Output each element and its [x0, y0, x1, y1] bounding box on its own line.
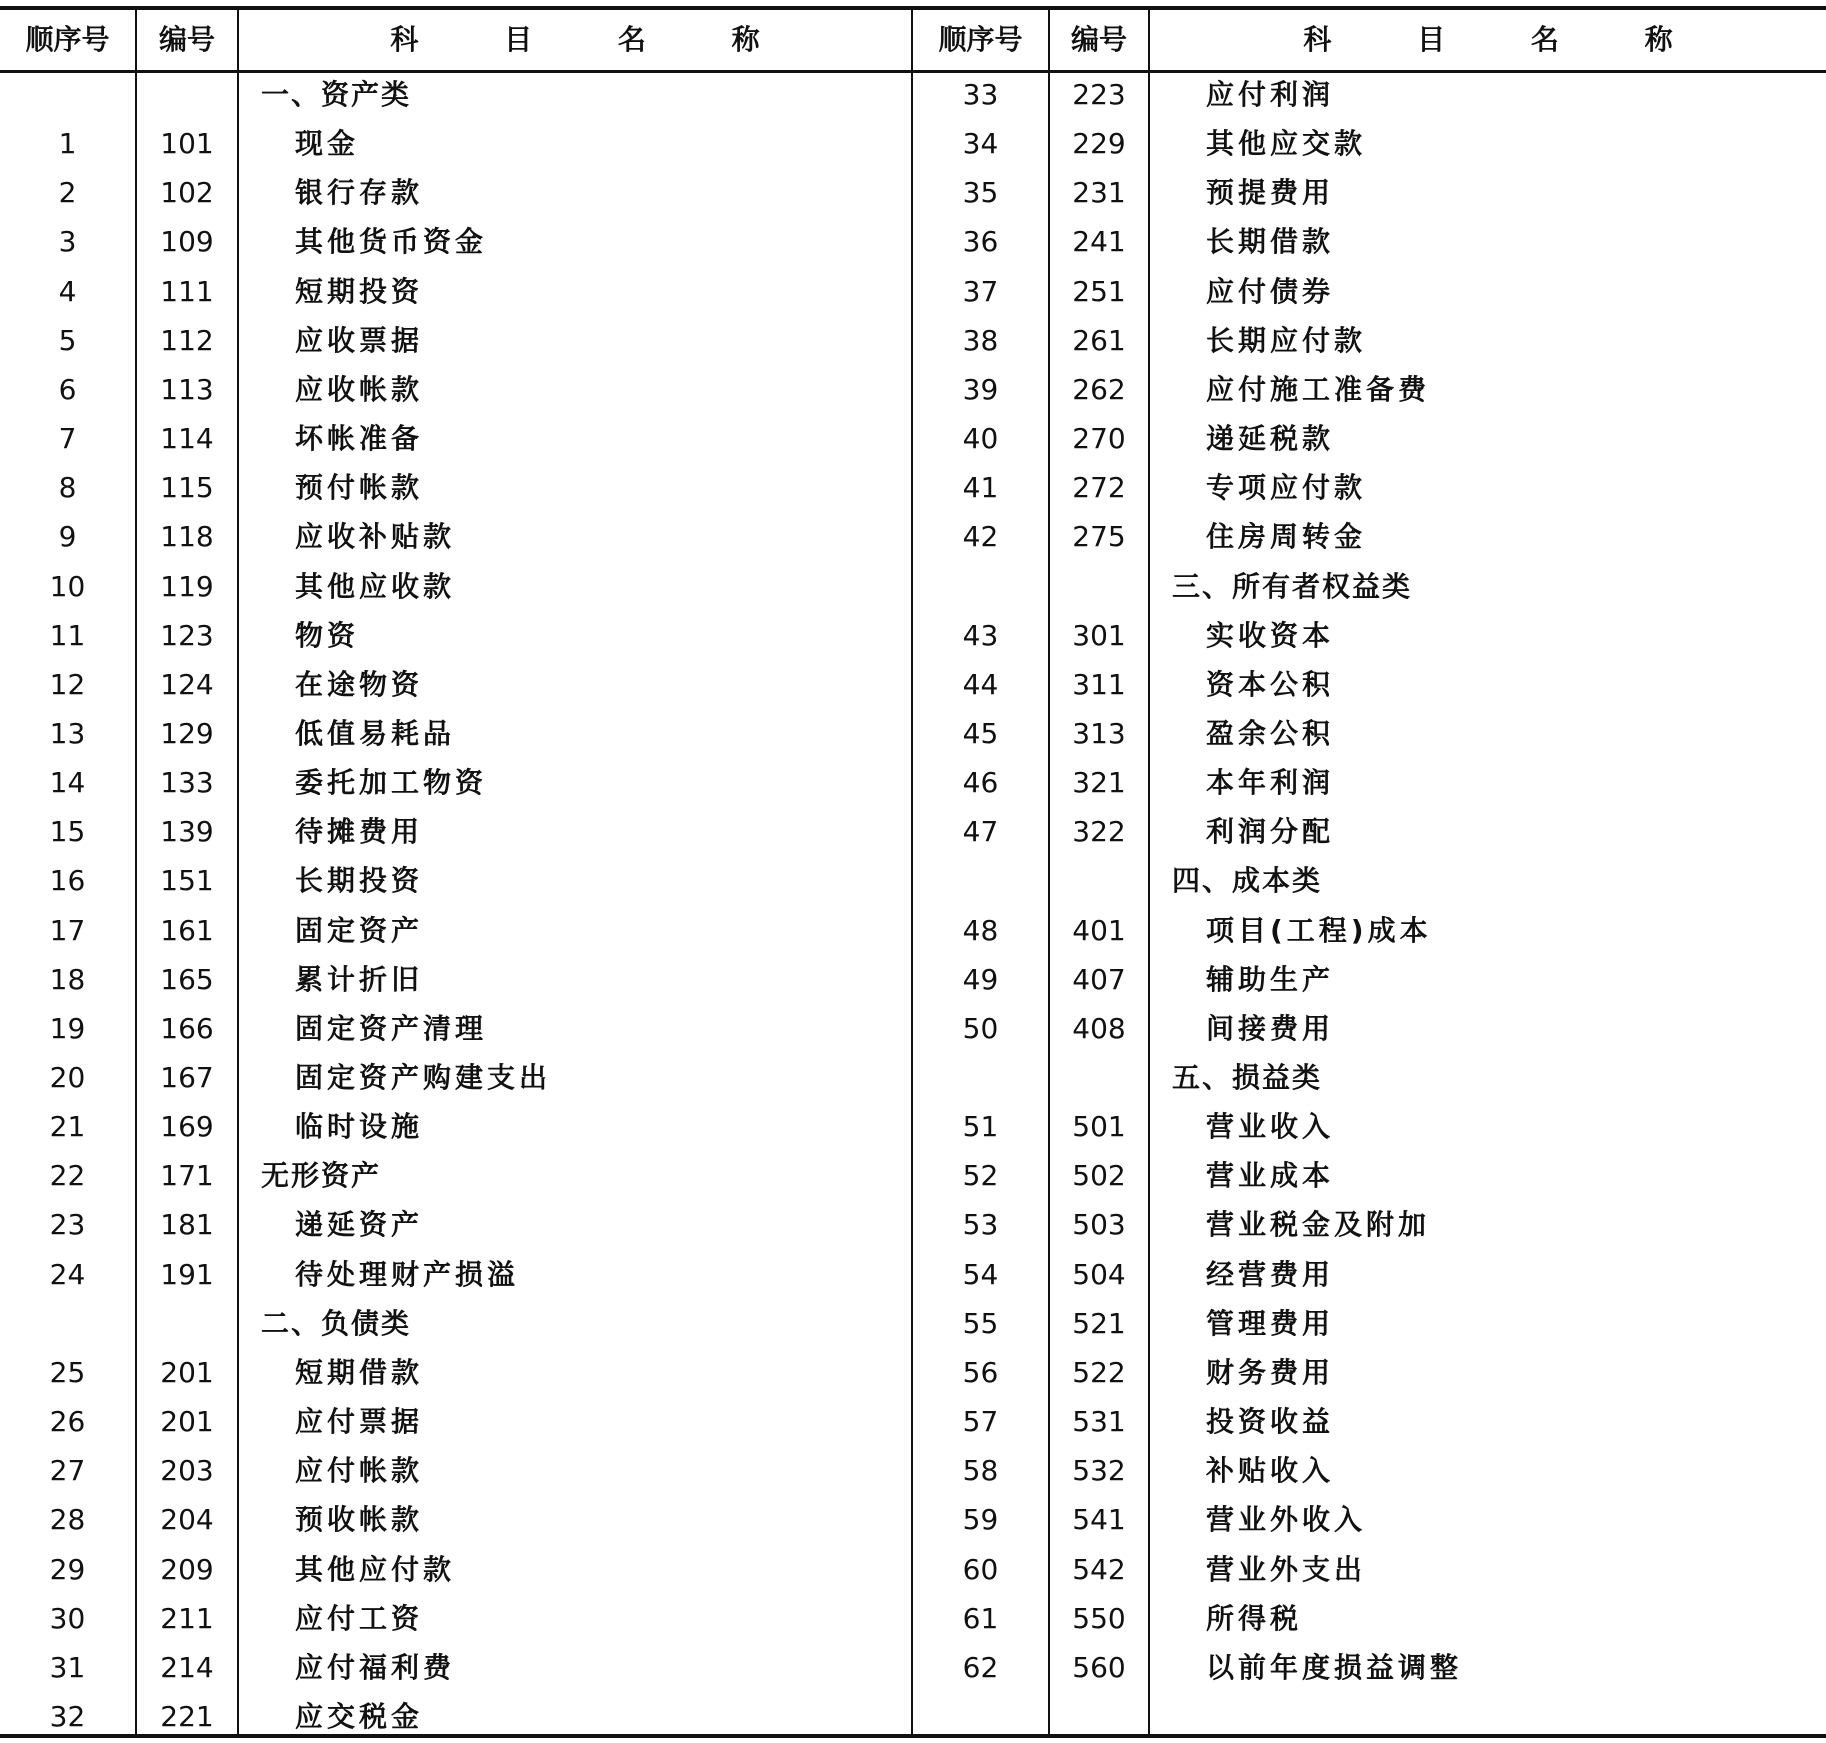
row-account-code: 203: [160, 1454, 214, 1488]
row-seq-number: 15: [49, 815, 86, 849]
column-divider: [1148, 6, 1150, 1738]
header-seq-right: 顺序号: [938, 23, 1023, 56]
row-account-code: 129: [160, 716, 214, 750]
row-account-code: 311: [1072, 667, 1126, 701]
row-seq-number: 7: [58, 422, 77, 456]
row-account-name: 短期投资: [295, 274, 424, 308]
row-seq-number: [0, 1299, 135, 1348]
row-account-code: 261: [1072, 323, 1126, 357]
row-seq-number: 36: [962, 225, 999, 259]
row-account-name: 专项应付款: [1206, 471, 1367, 505]
row-account-code: 408: [1072, 1011, 1126, 1045]
row-account-name: 短期借款: [295, 1355, 424, 1389]
row-seq-number: 1: [58, 127, 77, 161]
row-account-name: 委托加工物资: [295, 766, 488, 800]
row-account-code: 560: [1072, 1650, 1126, 1684]
row-account-name: 长期借款: [1206, 225, 1335, 259]
row-account-code: 401: [1072, 913, 1126, 947]
row-account-code: 209: [160, 1552, 214, 1586]
row-account-code: 407: [1072, 962, 1126, 996]
header-code-right: 编号: [1070, 23, 1127, 56]
row-account-name: 长期应付款: [1206, 323, 1367, 357]
row-account-name: 以前年度损益调整: [1206, 1650, 1463, 1684]
row-account-code: 211: [160, 1601, 214, 1635]
row-account-name: 补贴收入: [1206, 1454, 1335, 1488]
row-account-code: 223: [1072, 78, 1126, 111]
row-account-name: 其他应交款: [1206, 127, 1367, 161]
row-seq-number: 23: [49, 1208, 86, 1242]
row-account-code: 161: [160, 913, 214, 947]
row-seq-number: 58: [962, 1454, 999, 1488]
row-seq-number: 8: [58, 471, 77, 505]
row-account-code: 111: [160, 274, 214, 308]
row-seq-number: 40: [962, 422, 999, 456]
row-seq-number: 22: [49, 1159, 86, 1193]
row-account-code: 272: [1072, 471, 1126, 505]
row-account-code: 301: [1072, 618, 1126, 652]
row-seq-number: [913, 562, 1048, 611]
row-account-code: [1050, 1053, 1148, 1102]
row-seq-number: 27: [49, 1454, 86, 1488]
row-account-code: 167: [160, 1061, 214, 1094]
category-heading: 三、所有者权益类: [1172, 569, 1413, 603]
row-account-name: 预提费用: [1206, 176, 1335, 210]
row-seq-number: 61: [962, 1601, 999, 1635]
row-seq-number: 38: [962, 323, 999, 357]
row-seq-number: 51: [962, 1110, 999, 1144]
row-seq-number: 47: [962, 815, 999, 849]
row-account-name: 其他应付款: [295, 1552, 456, 1586]
row-seq-number: 43: [962, 618, 999, 652]
row-seq-number: 13: [49, 716, 86, 750]
category-heading: 四、成本类: [1172, 864, 1323, 898]
row-account-code: 231: [1072, 176, 1126, 210]
row-seq-number: 54: [962, 1257, 999, 1291]
row-seq-number: 3: [58, 225, 77, 259]
row-account-name: 本年利润: [1206, 766, 1335, 800]
row-seq-number: 35: [962, 176, 999, 210]
row-account-name: 固定资产购建支出: [295, 1061, 552, 1094]
row-account-name: 其他应收款: [295, 569, 456, 603]
row-account-code: 113: [160, 372, 214, 406]
row-account-name: 应付福利费: [295, 1650, 456, 1684]
row-account-code: 214: [160, 1650, 214, 1684]
header-code-left: 编号: [158, 23, 215, 56]
row-account-name: 实收资本: [1206, 618, 1335, 652]
row-account-code: 109: [160, 225, 214, 259]
row-seq-number: 56: [962, 1355, 999, 1389]
row-account-name: 递延资产: [295, 1208, 424, 1242]
row-seq-number: 4: [58, 274, 77, 308]
row-seq-number: 62: [962, 1650, 999, 1684]
row-seq-number: 26: [49, 1405, 86, 1439]
row-account-name: 应付票据: [295, 1405, 424, 1439]
row-account-name: 间接费用: [1206, 1011, 1335, 1045]
row-account-code: 229: [1072, 127, 1126, 161]
row-account-code: 321: [1072, 766, 1126, 800]
row-account-name: 待摊费用: [295, 815, 424, 849]
row-account-name: 物资: [295, 618, 360, 652]
row-account-code: 550: [1072, 1601, 1126, 1635]
row-account-code: 118: [160, 520, 214, 554]
row-account-name: 应收补贴款: [295, 520, 456, 554]
row-account-name: 坏帐准备: [295, 422, 424, 456]
row-account-code: 270: [1072, 422, 1126, 456]
row-account-name: 待处理财产损溢: [295, 1257, 520, 1291]
row-account-name: 营业外支出: [1206, 1552, 1367, 1586]
row-seq-number: 16: [49, 864, 86, 898]
row-account-name: 资本公积: [1206, 667, 1335, 701]
row-account-name: 低值易耗品: [295, 716, 456, 750]
row-account-code: 181: [160, 1208, 214, 1242]
row-seq-number: 48: [962, 913, 999, 947]
row-account-name: 应付工资: [295, 1601, 424, 1635]
row-seq-number: 45: [962, 716, 999, 750]
row-seq-number: 50: [962, 1011, 999, 1045]
category-heading: 无形资产: [261, 1159, 382, 1193]
row-seq-number: 52: [962, 1159, 999, 1193]
row-account-code: 133: [160, 766, 214, 800]
row-account-code: 521: [1072, 1306, 1126, 1340]
row-account-name: 营业收入: [1206, 1110, 1335, 1144]
row-account-code: 191: [160, 1257, 214, 1291]
category-heading: 五、损益类: [1172, 1061, 1323, 1094]
row-account-name: 营业税金及附加: [1206, 1208, 1431, 1242]
row-seq-number: [913, 1053, 1048, 1102]
row-account-code: 241: [1072, 225, 1126, 259]
row-account-name: 辅助生产: [1206, 962, 1335, 996]
row-account-name: 预收帐款: [295, 1503, 424, 1537]
row-seq-number: 14: [49, 766, 86, 800]
row-account-code: 151: [160, 864, 214, 898]
row-seq-number: 19: [49, 1011, 86, 1045]
row-account-name: 固定资产: [295, 913, 424, 947]
row-account-name: 临时设施: [295, 1110, 424, 1144]
row-account-code: 531: [1072, 1405, 1126, 1439]
row-seq-number: 25: [49, 1355, 86, 1389]
row-seq-number: [0, 70, 135, 119]
row-account-name: 在途物资: [295, 667, 424, 701]
row-seq-number: 46: [962, 766, 999, 800]
row-seq-number: 20: [49, 1061, 86, 1094]
row-account-code: 171: [160, 1159, 214, 1193]
row-account-code: 201: [160, 1405, 214, 1439]
header-seq-left: 顺序号: [25, 23, 110, 56]
row-account-name: 应付帐款: [295, 1454, 424, 1488]
row-seq-number: 6: [58, 372, 77, 406]
row-account-name: 营业成本: [1206, 1159, 1335, 1193]
row-seq-number: 2: [58, 176, 77, 210]
row-seq-number: 12: [49, 667, 86, 701]
accounts-table: [0, 6, 1826, 1738]
row-account-code: 275: [1072, 520, 1126, 554]
row-seq-number: 37: [962, 274, 999, 308]
column-divider: [237, 6, 239, 1738]
row-account-code: 251: [1072, 274, 1126, 308]
row-account-name: 住房周转金: [1206, 520, 1367, 554]
row-seq-number: 21: [49, 1110, 86, 1144]
row-account-name: 应付利润: [1206, 78, 1335, 111]
row-account-code: [137, 70, 237, 119]
row-account-name: 长期投资: [295, 864, 424, 898]
row-seq-number: 31: [49, 1650, 86, 1684]
row-account-code: 221: [160, 1699, 214, 1733]
row-seq-number: 42: [962, 520, 999, 554]
row-account-code: 139: [160, 815, 214, 849]
row-account-code: 115: [160, 471, 214, 505]
row-account-code: 262: [1072, 372, 1126, 406]
row-account-code: 123: [160, 618, 214, 652]
row-account-code: 204: [160, 1503, 214, 1537]
row-account-code: 532: [1072, 1454, 1126, 1488]
row-seq-number: 10: [49, 569, 86, 603]
row-seq-number: 41: [962, 471, 999, 505]
row-account-name: 项目(工程)成本: [1206, 913, 1432, 947]
row-account-code: 112: [160, 323, 214, 357]
row-account-code: 101: [160, 127, 214, 161]
row-seq-number: 44: [962, 667, 999, 701]
row-account-code: 522: [1072, 1355, 1126, 1389]
category-heading: 二、负债类: [261, 1306, 412, 1340]
row-seq-number: 57: [962, 1405, 999, 1439]
row-account-name: 预付帐款: [295, 471, 424, 505]
row-account-name: 固定资产清理: [295, 1011, 488, 1045]
row-account-name: 现金: [295, 127, 360, 161]
row-account-name: 应付债券: [1206, 274, 1335, 308]
row-account-code: [1050, 856, 1148, 905]
row-account-code: 502: [1072, 1159, 1126, 1193]
row-account-code: 124: [160, 667, 214, 701]
row-account-code: 169: [160, 1110, 214, 1144]
header-name-right: 科 目 名 称: [1303, 23, 1711, 56]
row-account-name: 应收帐款: [295, 372, 424, 406]
row-seq-number: 53: [962, 1208, 999, 1242]
row-account-name: 其他货币资金: [295, 225, 488, 259]
row-account-code: 322: [1072, 815, 1126, 849]
row-account-code: 503: [1072, 1208, 1126, 1242]
category-heading: 一、资产类: [261, 78, 412, 111]
row-account-name: 应付施工准备费: [1206, 372, 1431, 406]
row-seq-number: [913, 856, 1048, 905]
header-name-left: 科 目 名 称: [390, 23, 798, 56]
row-seq-number: 32: [49, 1699, 86, 1733]
row-account-name: 所得税: [1206, 1601, 1303, 1635]
row-seq-number: 49: [962, 962, 999, 996]
row-account-code: 166: [160, 1011, 214, 1045]
row-account-name: 营业外收入: [1206, 1503, 1367, 1537]
row-account-code: 119: [160, 569, 214, 603]
row-account-name: 管理费用: [1206, 1306, 1335, 1340]
row-seq-number: 17: [49, 913, 86, 947]
row-account-name: 经营费用: [1206, 1257, 1335, 1291]
row-account-code: 114: [160, 422, 214, 456]
row-account-name: 盈余公积: [1206, 716, 1335, 750]
row-seq-number: 33: [962, 78, 999, 111]
row-account-name: 应交税金: [295, 1699, 424, 1733]
row-seq-number: 60: [962, 1552, 999, 1586]
row-account-code: 102: [160, 176, 214, 210]
row-account-code: 541: [1072, 1503, 1126, 1537]
row-seq-number: 24: [49, 1257, 86, 1291]
row-account-name: 投资收益: [1206, 1405, 1335, 1439]
table-bottom-rule: [0, 1734, 1826, 1738]
row-account-code: 165: [160, 962, 214, 996]
row-account-name: 利润分配: [1206, 815, 1335, 849]
row-account-code: [1050, 562, 1148, 611]
row-account-code: 313: [1072, 716, 1126, 750]
row-seq-number: 55: [962, 1306, 999, 1340]
row-account-code: [137, 1299, 237, 1348]
row-seq-number: 5: [58, 323, 77, 357]
row-seq-number: 18: [49, 962, 86, 996]
row-seq-number: 30: [49, 1601, 86, 1635]
row-account-code: 542: [1072, 1552, 1126, 1586]
row-account-name: 应收票据: [295, 323, 424, 357]
row-account-name: 递延税款: [1206, 422, 1335, 456]
row-account-code: 504: [1072, 1257, 1126, 1291]
row-account-name: 银行存款: [295, 176, 424, 210]
row-seq-number: 59: [962, 1503, 999, 1537]
row-seq-number: 9: [58, 520, 77, 554]
row-account-name: 财务费用: [1206, 1355, 1335, 1389]
row-seq-number: 34: [962, 127, 999, 161]
row-account-code: 501: [1072, 1110, 1126, 1144]
row-seq-number: 39: [962, 372, 999, 406]
row-seq-number: 11: [49, 618, 86, 652]
row-seq-number: 29: [49, 1552, 86, 1586]
row-account-name: 累计折旧: [295, 962, 424, 996]
row-seq-number: 28: [49, 1503, 86, 1537]
row-account-code: 201: [160, 1355, 214, 1389]
